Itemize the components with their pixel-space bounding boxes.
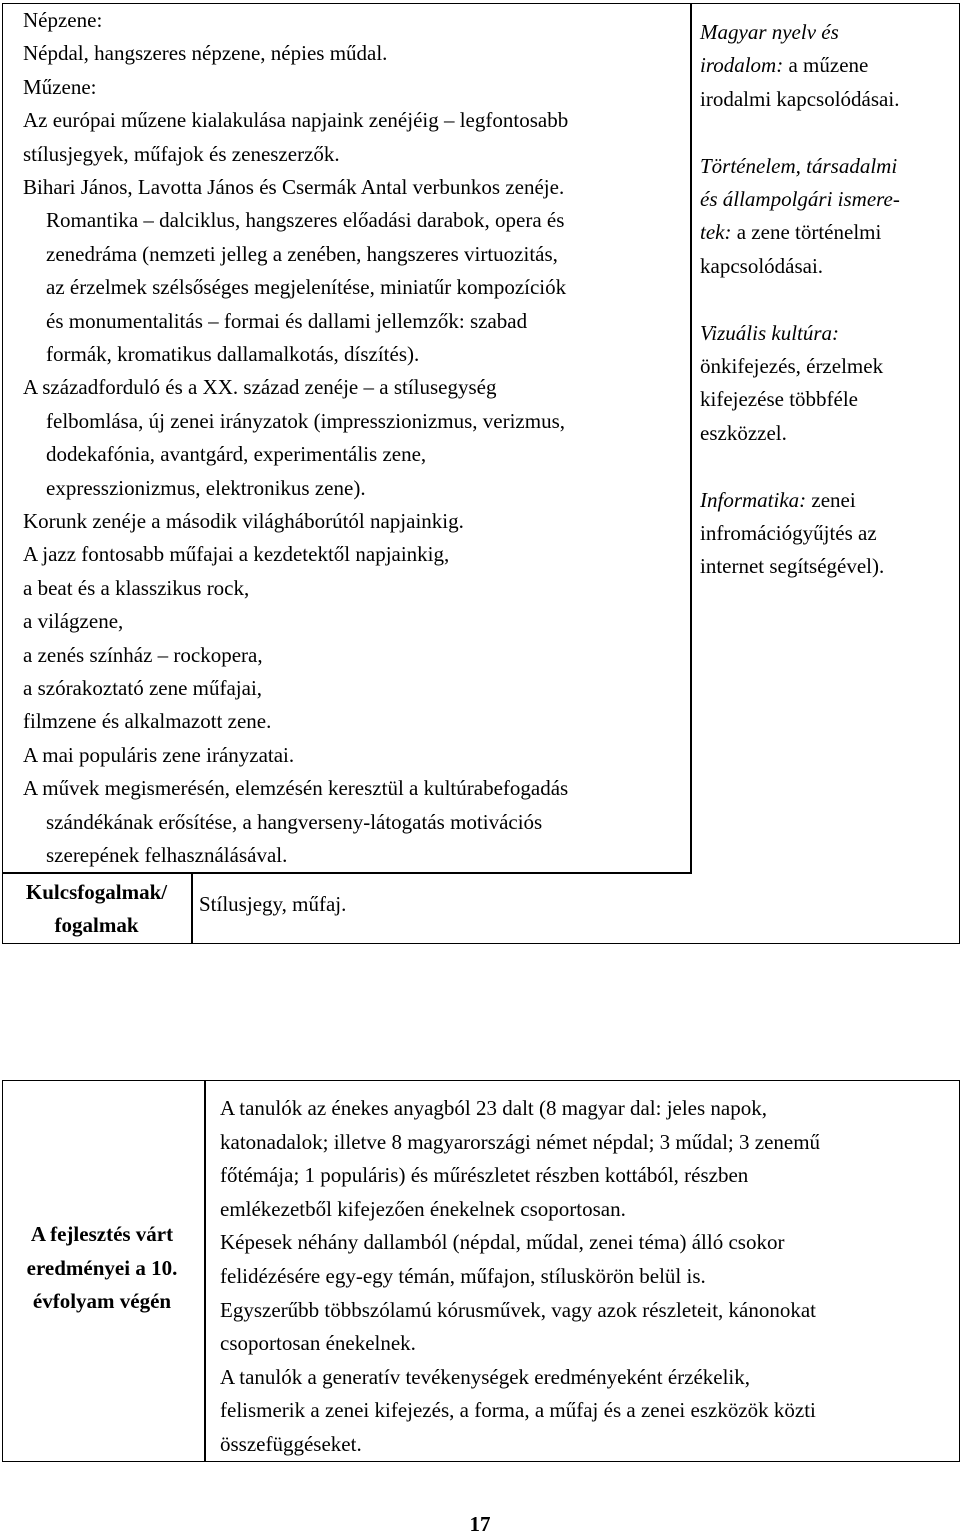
topic-line: Bihari János, Lavotta János és Csermák Antal verbunkos zenéje. xyxy=(23,175,565,199)
subject-link-text: zenei xyxy=(806,487,856,512)
outcome-line: emlékezetből kifejezően énekelnek csoportosan. xyxy=(220,1196,626,1221)
topic-line: expresszionizmus, elektronikus zene). xyxy=(46,475,366,500)
column-divider xyxy=(690,3,692,873)
key-concepts-label-line2: fogalmak xyxy=(54,913,139,937)
topic-line: A mai populáris zene irányzatai. xyxy=(23,742,295,767)
cross-curricular-line xyxy=(700,216,881,250)
topic-line: az érzelmek szélsőséges megjelenítése, miniatűr kompozíciók xyxy=(46,275,567,300)
cross-curricular-line xyxy=(700,417,787,451)
cross-curricular-line xyxy=(700,317,839,351)
subject-name: irodalom: xyxy=(700,53,784,78)
cross-curricular-column xyxy=(700,16,955,616)
topic-line: dodekafónia, avantgárd, experimentális zene, xyxy=(46,442,427,467)
topic-line: szerepének felhasználásával. xyxy=(46,843,288,867)
outcome-line: A tanulók a generatív tevékenységek eredményeként érzékelik, xyxy=(220,1364,751,1389)
subject-link-text: kapcsolódásai. xyxy=(700,253,824,278)
subject-link-text: önkifejezés, érzelmek xyxy=(700,354,884,378)
cross-curricular-line xyxy=(700,484,856,518)
row-divider xyxy=(2,872,692,874)
subject-link-text: a műzene xyxy=(783,53,869,78)
cross-curricular-line xyxy=(700,183,900,217)
subject-name: és állampolgári ismere- xyxy=(700,187,900,211)
outcome-line: csoportosan énekelnek. xyxy=(220,1331,416,1356)
subject-link-text: kifejezése többféle xyxy=(700,387,858,412)
outcome-line: felidézésére egy-egy témán, műfajon, stíluskörön belül is. xyxy=(220,1264,706,1288)
topic-line: Az európai műzene kialakulása napjaink zenéjéig – legfontosabb xyxy=(23,108,569,133)
cross-curricular-line xyxy=(700,83,899,117)
topic-line: Népdal, hangszeres népzene, népies műdal. xyxy=(23,41,388,66)
subject-link-text: eszközzel. xyxy=(700,420,787,445)
topic-line: felbomlása, új zenei irányzatok (impresszionizmus, verizmus, xyxy=(46,408,566,433)
key-concepts-label xyxy=(2,876,191,942)
topic-line: és monumentalitás – formai és dallami jellemzők: szabad xyxy=(46,308,528,333)
subject-name: Vizuális kultúra: xyxy=(700,320,840,345)
topic-line: A művek megismerésén, elemzésén keresztül a kultúrabefogadás xyxy=(23,776,569,801)
topic-line: filmzene és alkalmazott zene. xyxy=(23,709,272,734)
subject-link-text: a zene történelmi xyxy=(731,220,882,245)
cross-curricular-line xyxy=(700,517,877,551)
topic-line: stílusjegyek, műfajok és zeneszerzők. xyxy=(23,141,340,166)
subject-link-text: internet segítségével). xyxy=(700,554,885,579)
topic-line: a beat és a klasszikus rock, xyxy=(23,575,250,600)
topic-line: a szórakoztató zene műfajai, xyxy=(23,676,263,700)
outcome-line: felismerik a zenei kifejezés, a forma, a műfaj és a zenei eszközök közti xyxy=(220,1398,816,1423)
topic-line: szándékának erősítése, a hangverseny-látogatás motivációs xyxy=(46,809,543,834)
outcome-line: főtémája; 1 populáris) és műrészletet részben kottából, részben xyxy=(220,1163,749,1188)
subject-link-text: infromációgyűjtés az xyxy=(700,521,877,545)
outcomes-divider xyxy=(204,1080,206,1462)
key-concepts-value: Stílusjegy, műfaj. xyxy=(199,892,347,916)
subject-name: Történelem, társadalmi xyxy=(700,153,898,178)
outcomes-label-line: eredményei a 10. xyxy=(26,1255,178,1280)
subject-name: Informatika: xyxy=(700,487,807,512)
topic-line: Korunk zenéje a második világháborútól napjainkig. xyxy=(23,509,464,533)
topic-line: Romantika – dalciklus, hangszeres előadási darabok, opera és xyxy=(46,208,565,233)
subject-name: tek: xyxy=(700,220,732,245)
key-row-divider xyxy=(191,872,193,944)
topic-line: formák, kromatikus dallamalkotás, díszítés). xyxy=(46,342,420,366)
cross-curricular-line xyxy=(700,150,897,184)
outcome-line: Képesek néhány dallamból (népdal, műdal, zenei téma) álló csokor xyxy=(220,1230,785,1255)
topics-column xyxy=(23,4,688,872)
outcome-line: katonadalok; illetve 8 magyarországi német népdal; 3 műdal; 3 zenemű xyxy=(220,1129,821,1154)
outcome-line: A tanulók az énekes anyagból 23 dalt (8 magyar dal: jeles napok, xyxy=(220,1096,767,1120)
outcomes-content xyxy=(220,1092,955,1462)
cross-curricular-line xyxy=(700,49,868,83)
outcomes-label xyxy=(4,1218,200,1319)
page-number: 17 xyxy=(469,1512,491,1536)
key-concepts-label-line1: Kulcsfogalmak/ xyxy=(25,880,168,904)
cross-curricular-line xyxy=(700,550,884,584)
topic-line: A századforduló és a XX. század zenéje – a stílusegység xyxy=(23,375,497,400)
cross-curricular-line xyxy=(700,16,839,50)
topic-line: a világzene, xyxy=(23,609,124,634)
outcomes-label-line: A fejlesztés várt xyxy=(30,1222,174,1246)
cross-curricular-line xyxy=(700,350,883,384)
outcome-line: összefüggéseket. xyxy=(220,1432,362,1456)
subject-name: Magyar nyelv és xyxy=(700,20,839,44)
cross-curricular-line xyxy=(700,383,858,417)
cross-curricular-line xyxy=(700,250,823,284)
subject-link-text: irodalmi kapcsolódásai. xyxy=(700,86,900,111)
topic-line: Népzene: xyxy=(23,8,103,32)
topic-line: zenedráma (nemzeti jelleg a zenében, hangszeres virtuozitás, xyxy=(46,241,558,266)
topic-line: Műzene: xyxy=(23,74,97,99)
outcomes-label-line: évfolyam végén xyxy=(32,1289,172,1313)
topic-line: A jazz fontosabb műfajai a kezdetektől napjainkig, xyxy=(23,542,450,567)
outcome-line: Egyszerűbb többszólamú kórusművek, vagy azok részleteit, kánonokat xyxy=(220,1297,816,1322)
topic-line: a zenés színház – rockopera, xyxy=(23,642,263,667)
